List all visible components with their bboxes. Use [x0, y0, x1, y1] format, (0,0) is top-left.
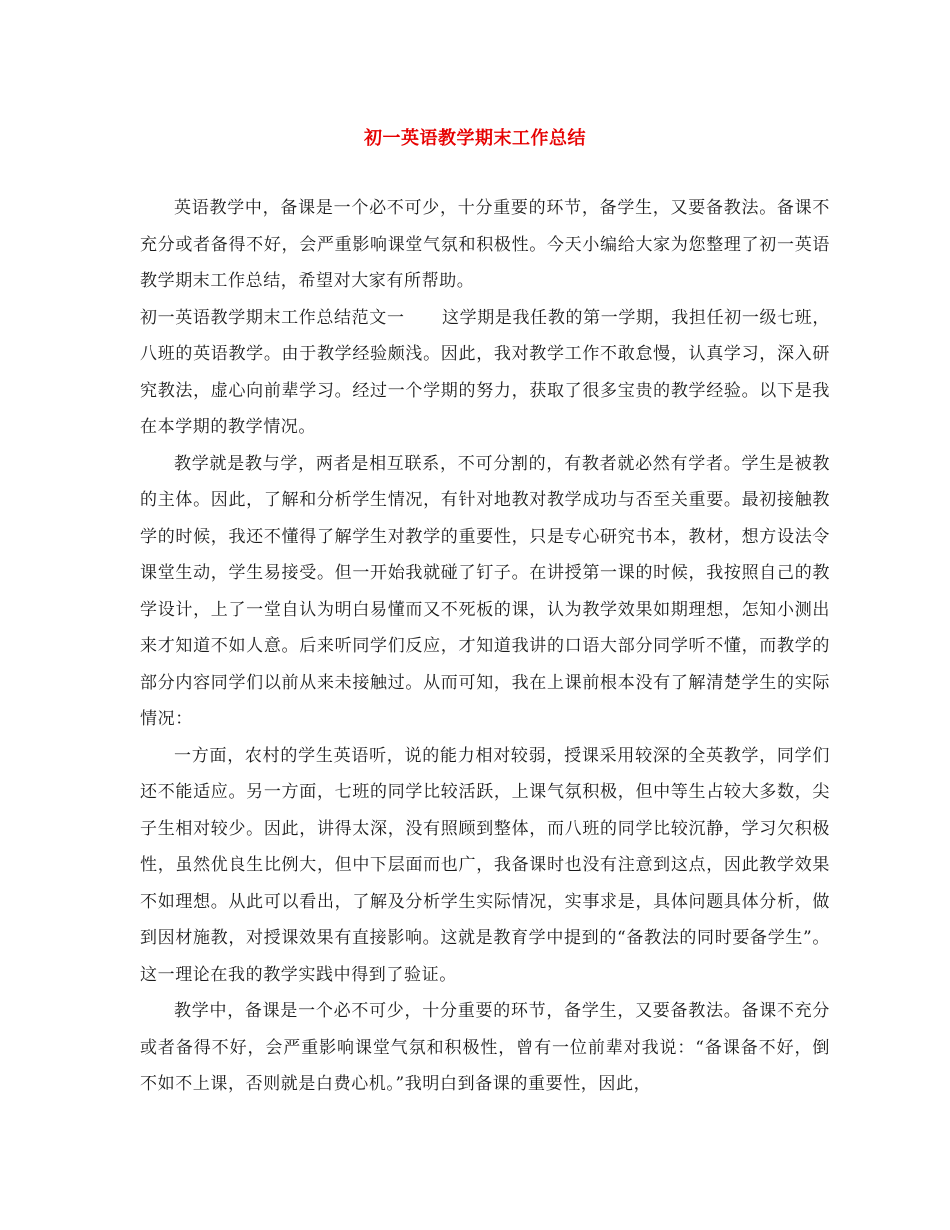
section-title: 初一英语教学期末工作总结范文一 [140, 307, 405, 328]
document-title: 初一英语教学期末工作总结 [364, 128, 586, 149]
body-paragraph-1: 教学就是教与学，两者是相互联系，不可分割的，有教者就必然有学者。学生是被教的主体。因此，了解和分析学生情况，有针对地教对教学成功与否至关重要。最初接触教学的时候，我还不懂得了解学生对教学的重要性，只是专心研究书本，教材，想方设法令课堂生动，学生易接受。但一开始我就碰了钉子。在讲授第一课的时候，我按照自己的教学设计，上了一堂自认为明白易懂而又不死板的课，认为教学效果如期理想，怎知小测出来才知道不如人意。后来听同学们反应，才知道我讲的口语大部分同学听不懂，而教学的部分内容同学们以前从来未接触过。从而可知，我在上课前根本没有了解清楚学生的实际情况： [140, 453, 830, 729]
section-first-text: 这学期是我任教的第一学期，我担任初一级七班，八班的英语教学。由于教学经验颇浅。因此，我对教学工作不敢怠慢，认真学习，深入研究教法，虚心向前辈学习。经过一个学期的努力，获取了很多宝贵的教学经验。以下是我在本学期的教学情况。 [140, 307, 831, 437]
body-paragraph-2: 一方面，农村的学生英语听，说的能力相对较弱，授课采用较深的全英教学，同学们还不能适应。另一方面，七班的同学比较活跃，上课气氛积极，但中等生占较大多数，尖子生相对较少。因此，讲得太深，没有照顾到整体，而八班的同学比较沉静，学习欠积极性，虽然优良生比例大，但中下层面而也广，我备课时也没有注意到这点，因此教学效果不如理想。从此可以看出，了解及分析学生实际情况，实事求是，具体问题具体分析，做到因材施教，对授课效果有直接影响。这就是教育学中提到的“备教法的同时要备学生”。这一理论在我的教学实践中得到了验证。 [140, 745, 830, 985]
intro-paragraph: 英语教学中，备课是一个必不可少，十分重要的环节，备学生，又要备教法。备课不充分或者备得不好，会严重影响课堂气氛和积极性。今天小编给大家为您整理了初一英语教学期末工作总结，希望对大家有所帮助。 [140, 198, 830, 291]
section-first-paragraph [140, 300, 830, 446]
body-paragraph-3: 教学中，备课是一个必不可少，十分重要的环节，备学生，又要备教法。备课不充分或者备得不好，会严重影响课堂气氛和积极性，曾有一位前辈对我说：“备课备不好，倒不如不上课，否则就是白费心机。”我明白到备课的重要性，因此， [140, 1001, 830, 1094]
document-body [140, 190, 830, 1103]
